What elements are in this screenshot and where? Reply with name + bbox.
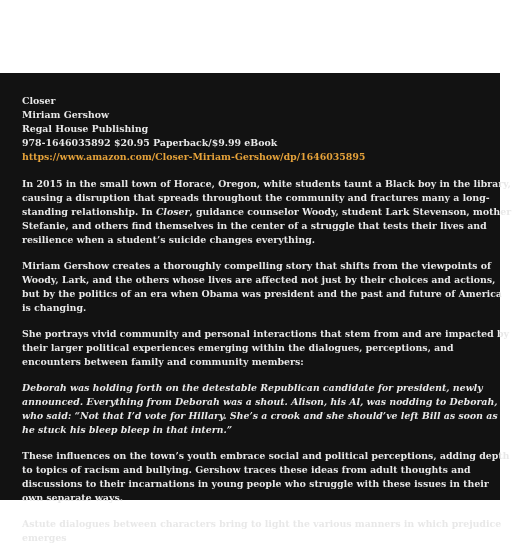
review-quote: Deborah was holding forth on the detestable Republican candidate for president, newly announced. Everything from Deborah was a shout. Alison, his Al, was nodding to Deborah, who said: “Not that I’d vote for Hillary. She’s a crook and she should’ve left Bill as soon as he stuck his bleep bleep in that intern.” bbox=[22, 383, 498, 436]
book-author: Miriam Gershow bbox=[22, 110, 110, 121]
book-isbn-price: 978-1646035892 $20.95 Paperback/$9.99 eBook bbox=[22, 138, 278, 149]
review-article bbox=[0, 73, 512, 544]
review-content bbox=[0, 73, 512, 546]
book-publisher: Regal House Publishing bbox=[22, 124, 149, 135]
review-paragraph-1-start: In 2015 in the small town of Horace, Oregon, white students taunt a Black boy in the library, causing a disruption that spreads throughout the community and fractures many a long-standing relationship. In bbox=[22, 179, 511, 218]
review-paragraph-2: Miriam Gershow creates a thoroughly compelling story that shifts from the viewpoints of Woody, Lark, and the others whose lives are affected not just by their choices and actions, but by the politics of an era when Obama was president and the past and future of America is changing. bbox=[22, 261, 502, 314]
review-paragraph-3: She portrays vivid community and personal interactions that stem from and are impacted by their larger political experiences emerging within the dialogues, perceptions, and encounters between family and community members: bbox=[22, 329, 509, 368]
book-meta bbox=[22, 95, 512, 165]
review-paragraph-5: Astute dialogues between characters bring to light the various manners in which prejudice emerges bbox=[22, 519, 502, 544]
book-purchase-link[interactable]: https://www.amazon.com/Closer-Miriam-Gershow/dp/1646035895 bbox=[22, 152, 366, 163]
review-book-title-italic: Closer bbox=[155, 207, 190, 218]
review-paragraph-4: These influences on the town’s youth embrace social and political perceptions, adding depth to topics of racism and bullying. Gershow traces these ideas from adult thoughts and discussions to their incarnations in young people who struggle with these issues in their own separate ways. bbox=[22, 451, 510, 504]
book-title: Closer bbox=[22, 96, 56, 107]
review-paragraph-1 bbox=[22, 178, 512, 248]
review-paragraph-1-end: , guidance counselor Woody, student Lark Stevenson, mother Stefanie, and others find themselves in the center of a struggle that tests their lives and resilience when a student’s suicide changes everything. bbox=[22, 207, 512, 246]
